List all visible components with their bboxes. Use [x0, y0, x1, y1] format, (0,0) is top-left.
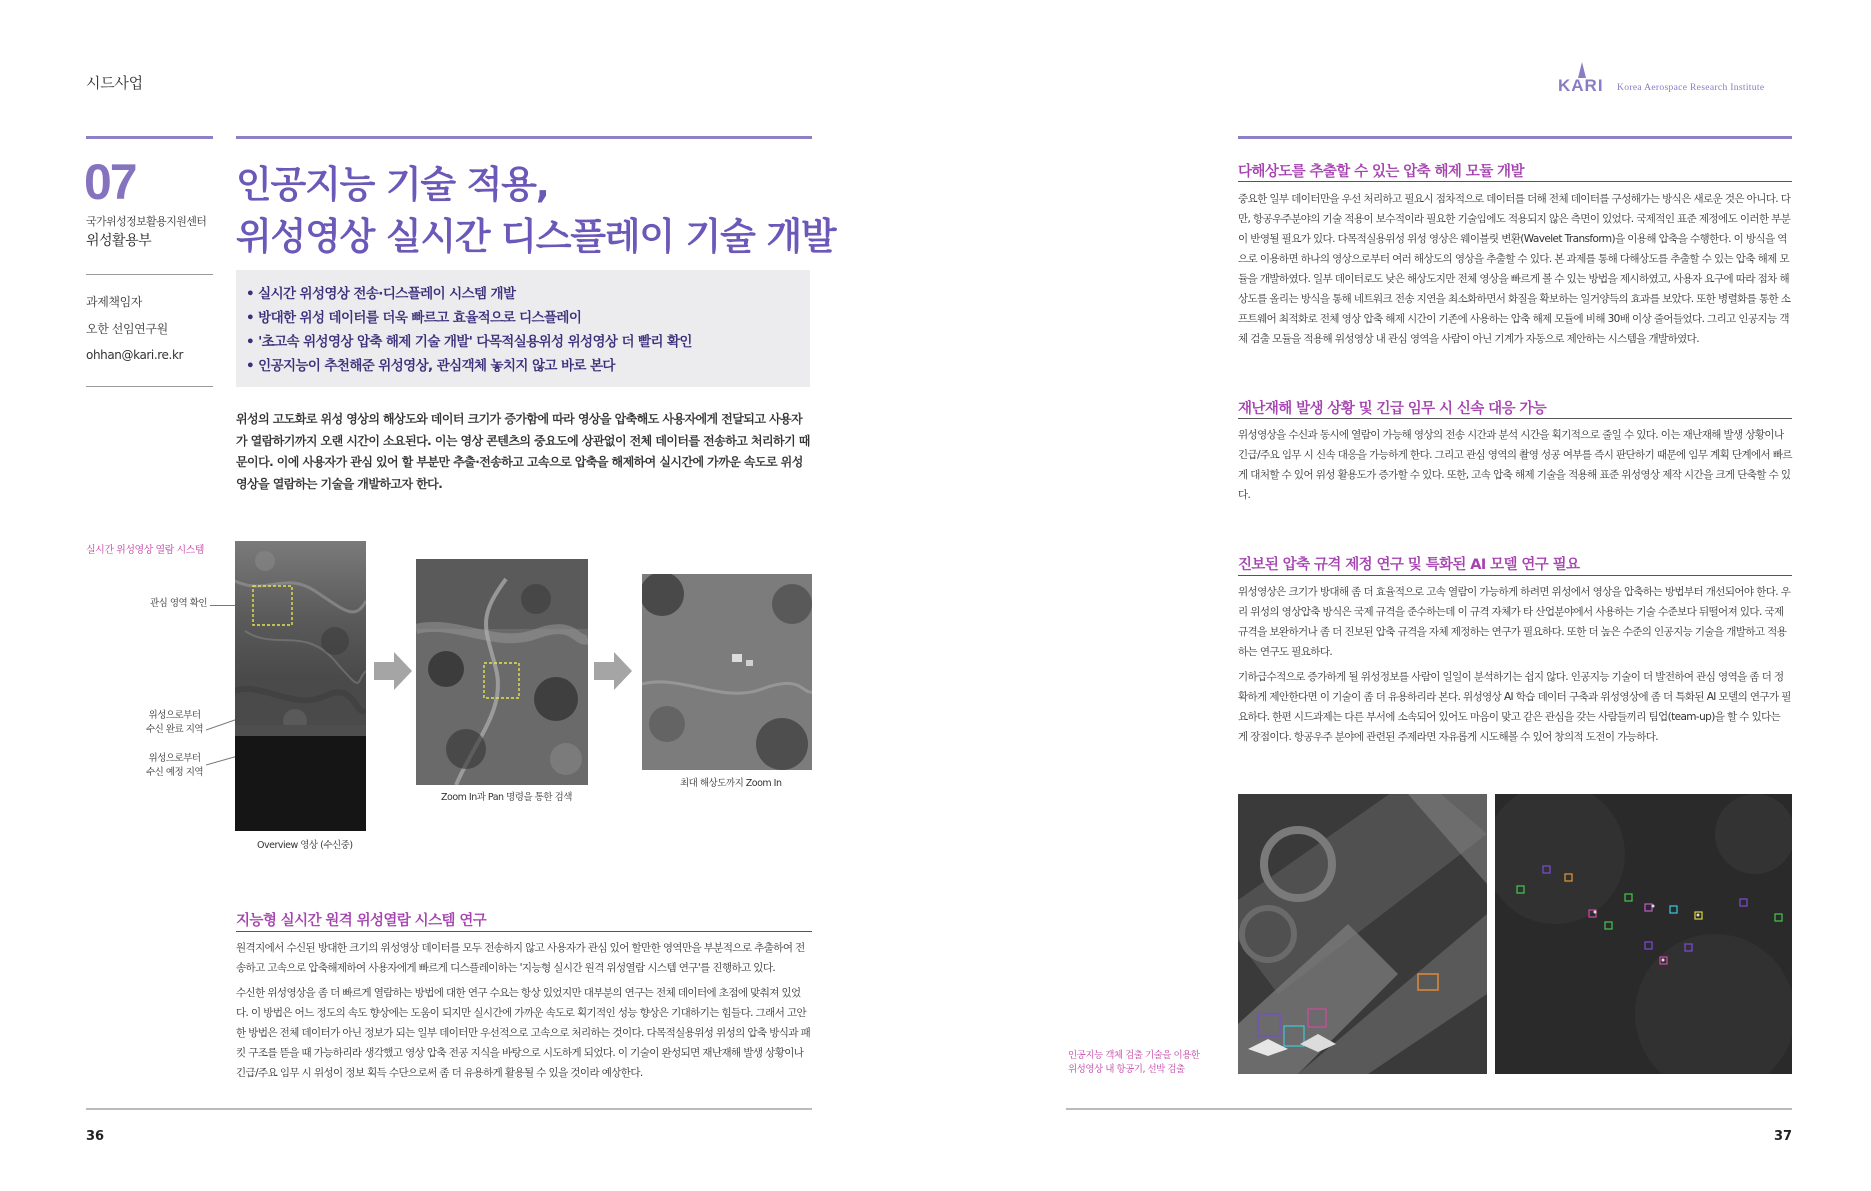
arrow-right-icon	[374, 652, 412, 690]
page-title	[236, 159, 836, 263]
footer-rule-left	[86, 1108, 812, 1110]
section-heading: 재난재해 발생 상황 및 긴급 임무 시 신속 대응 가능	[1238, 401, 1547, 417]
meta-rule-top	[86, 274, 213, 275]
title-top-rule	[236, 136, 812, 139]
max-zoom-caption: 최대 해상도까지 Zoom In	[680, 778, 782, 789]
body-paragraph: 원격지에서 수신된 방대한 크기의 위성영상 데이터를 모두 전송하지 않고 사용자가 관심 있어 할만한 영역만을 부분적으로 추출하여 전송하고 고속으로 압축해제하여 사용자에게 빠르게 디스플레이하는 '지능형 실시간 원격 위성열람 시스템 연구'를 진행하고 있다.	[236, 942, 805, 974]
detection-caption-line2: 위성영상 내 항공기, 선박 검출	[1068, 1064, 1185, 1075]
highlight-item: • 인공지능이 추천해준 위성영상, 관심객체 놓치지 않고 바로 본다	[246, 358, 615, 374]
logo-name: Korea Aerospace Research Institute	[1617, 82, 1765, 93]
annotation-pending	[146, 752, 203, 780]
meta-rule-bottom	[86, 386, 213, 387]
airport-detection-image	[1238, 794, 1487, 1074]
detection-caption-line1: 인공지능 객체 검출 기술을 이용한	[1068, 1050, 1200, 1061]
sub-heading: 지능형 실시간 원격 위성열람 시스템 연구	[236, 913, 487, 929]
section-body: 기하급수적으로 증가하게 될 위성정보를 사람이 일일이 분석하기는 쉽지 않다. 인공지능 기술이 더 발전하여 관심 영역을 좀 더 정확하게 제안한다면 이 기술이 좀 더 유용하리라 본다. 위성영상 AI 학습 데이터 구축과 위성영상에 좀 더 특화된 AI 모델의 연구가 필요하다. 한편 시드과제는 다른 부서에 소속되어 있어도 마음이 맞고 같은 관심을 갖는 사람들끼리 팀업(team-up)을 할 수 있다는 게 장점이다. 항공우주 분야에 관련된 주제라면 자유롭게 시도해볼 수 있어 창의적 도전이 가능하다.	[1238, 671, 1791, 743]
highlight-item: • '초고속 위성영상 압축 해제 기술 개발' 다목적실용위성 위성영상 더 빨리 확인	[246, 334, 692, 350]
section-body: 중요한 일부 데이터만을 우선 처리하고 필요시 점차적으로 데이터를 더해 전체 데이터를 구성해가는 방식은 새로운 것은 아니다. 다만, 항공우주분야의 기술 적용이 보수적이라 필요한 기술임에도 적용되지 않은 측면이 있었다. 국제적인 표준 제정에도 이러한 부분이 반영될 필요가 있다. 다목적실용위성 위성 영상은 웨이블릿 변환(Wavelet Transform)을 이용해 압축을 수행한다. 이 방식을 역으로 이용하면 하나의 영상으로부터 여러 해상도의 영상을 추출할 수 있다. 본 과제를 통해 다해상도를 추출할 수 있는 압축 해제 모듈을 개발하였다. 일부 데이터로도 낮은 해상도지만 전체 영상을 빠르게 볼 수 있는 방법을 제시하였고, 사용자 요구에 따라 점차 해상도를 올리는 방식을 통해 네트워크 전송 지연을 최소화하면서 화질을 확보하는 일거양득의 효과를 보았다. 또한 병렬화를 통한 소프트웨어 최적화로 전체 영상 압축 해제 시간이 기존에 사용하는 압축 해제 모듈에 비해 30배 이상 줄어들었다. 그리고 인공지능 객체 검출 모듈을 적용해 위성영상 내 관심 영역을 사람이 아닌 기계가 자동으로 제안하는 시스템을 개발하였다.	[1238, 193, 1791, 345]
title-line-2: 위성영상 실시간 디스플레이 기술 개발	[236, 215, 836, 258]
logo-letters: KARI	[1558, 76, 1604, 95]
detection-figure-caption	[1068, 1049, 1200, 1077]
pi-name: 오한 선임연구원	[86, 322, 168, 336]
annotation-received	[146, 709, 203, 737]
footer-rule-right	[1066, 1108, 1792, 1110]
section-heading-rule	[1238, 418, 1792, 419]
annotation-received-line1: 위성으로부터	[148, 710, 201, 721]
section-heading-rule	[1238, 181, 1792, 182]
section-body: 위성영상을 수신과 동시에 열람이 가능해 영상의 전송 시간과 분석 시간을 획기적으로 줄일 수 있다. 이는 재난재해 발생 상황이나 긴급/주요 임무 시 신속 대응을 가능하게 한다. 그리고 관심 영역의 촬영 성공 여부를 즉시 판단하기 때문에 임무 계획 단계에서 빠르게 대처할 수 있어 위성 활용도가 증가할 수 있다. 또한, 고속 압축 해제 기술을 적용해 표준 위성영상 제작 시간을 크게 단축할 수 있다.	[1238, 429, 1792, 501]
arrow-right-icon	[594, 652, 632, 690]
annotation-received-line2: 수신 완료 지역	[146, 724, 204, 735]
sub-heading-rule	[236, 931, 812, 932]
page-number: 36	[86, 1129, 105, 1144]
annotation-roi: 관심 영역 확인	[150, 598, 208, 609]
right-top-rule	[1238, 136, 1792, 139]
highlight-item: • 실시간 위성영상 전송·디스플레이 시스템 개발	[246, 286, 516, 302]
overview-caption: Overview 영상 (수신중)	[257, 840, 353, 851]
section-heading: 다해상도를 추출할 수 있는 압축 해제 모듈 개발	[1238, 164, 1524, 180]
overview-satellite-image	[235, 541, 366, 831]
max-zoom-satellite-image	[642, 574, 812, 770]
department-center: 국가위성정보활용지원센터	[86, 215, 207, 228]
department-team: 위성활용부	[86, 233, 152, 249]
pi-label: 과제책임자	[86, 295, 142, 309]
section-heading: 진보된 압축 규격 제정 연구 및 특화된 AI 모델 연구 필요	[1238, 557, 1580, 573]
annotation-pending-line1: 위성으로부터	[148, 753, 201, 764]
section-heading-rule	[1238, 575, 1792, 576]
page-number: 37	[1774, 1129, 1793, 1144]
kari-logo	[1556, 60, 1792, 94]
zoom-pan-caption: Zoom In과 Pan 명령을 통한 검색	[441, 792, 572, 803]
body-paragraph: 수신한 위성영상을 좀 더 빠르게 열람하는 방법에 대한 연구 수요는 항상 있었지만 대부분의 연구는 전체 데이터에 초점에 맞춰져 있었다. 이 방법은 어느 정도의 속도 향상에는 도움이 되지만 실시간에 가까운 속도로 획기적인 성능 향상은 기대하기는 힘들다. 그래서 고안한 방법은 전체 데이터가 아닌 정보가 되는 일부 데이터만 우선적으로 고속으로 처리하는 것이다. 다목적실용위성 위성의 압축 방식과 패킷 구조를 뜯을 때 가능하리라 생각했고 영상 압축 전공 지식을 바탕으로 시도하게 되었다. 이 기술이 완성되면 재난재해 발생 상황이나 긴급/주요 임무 시 위성이 정보 획득 수단으로써 좀 더 유용하게 활용될 수 있을 것이라 예상한다.	[236, 987, 811, 1079]
highlight-item: • 방대한 위성 데이터를 더욱 빠르고 효율적으로 디스플레이	[246, 310, 582, 326]
project-number: 07	[84, 154, 136, 210]
annotation-pending-line2: 수신 예정 지역	[146, 767, 204, 778]
figure-caption: 실시간 위성영상 열람 시스템	[86, 545, 204, 556]
highlights-box	[236, 270, 810, 387]
section-label: 시드사업	[86, 74, 143, 92]
lead-paragraph: 위성의 고도화로 위성 영상의 해상도와 데이터 크기가 증가함에 따라 영상을 압축해도 사용자에게 전달되고 사용자가 열람하기까지 오랜 시간이 소요된다. 이는 영상 콘텐츠의 중요도에 상관없이 전체 데이터를 전송하고 처리하기 때문이다. 이에 사용자가 관심 있어 할 부분만 추출·전송하고 고속으로 압축을 해제하여 실시간에 가까운 속도로 위성영상을 열람하는 기술을 개발하고자 한다.	[236, 412, 810, 491]
pi-email[interactable]: ohhan@kari.re.kr	[86, 348, 184, 362]
section-body: 위성영상은 크기가 방대해 좀 더 효율적으로 고속 열람이 가능하게 하려면 위성에서 영상을 압축하는 방법부터 개선되어야 한다. 우리 위성의 영상압축 방식은 국제 규격을 준수하는데 이 규격 자체가 타 산업분야에서 사용하는 기술 수준보다 뒤떨어져 있다. 국제 규격을 보완하거나 좀 더 진보된 압축 규격을 자체 제정하는 연구가 필요하다. 또한 더 높은 수준의 인공지능 기술을 개발하고 적용하는 연구도 필요하다.	[1238, 586, 1791, 658]
title-line-1: 인공지능 기술 적용,	[236, 163, 549, 206]
ship-detection-image	[1495, 794, 1792, 1074]
zoom-pan-satellite-image	[416, 559, 588, 785]
left-column-top-rule	[86, 136, 213, 139]
